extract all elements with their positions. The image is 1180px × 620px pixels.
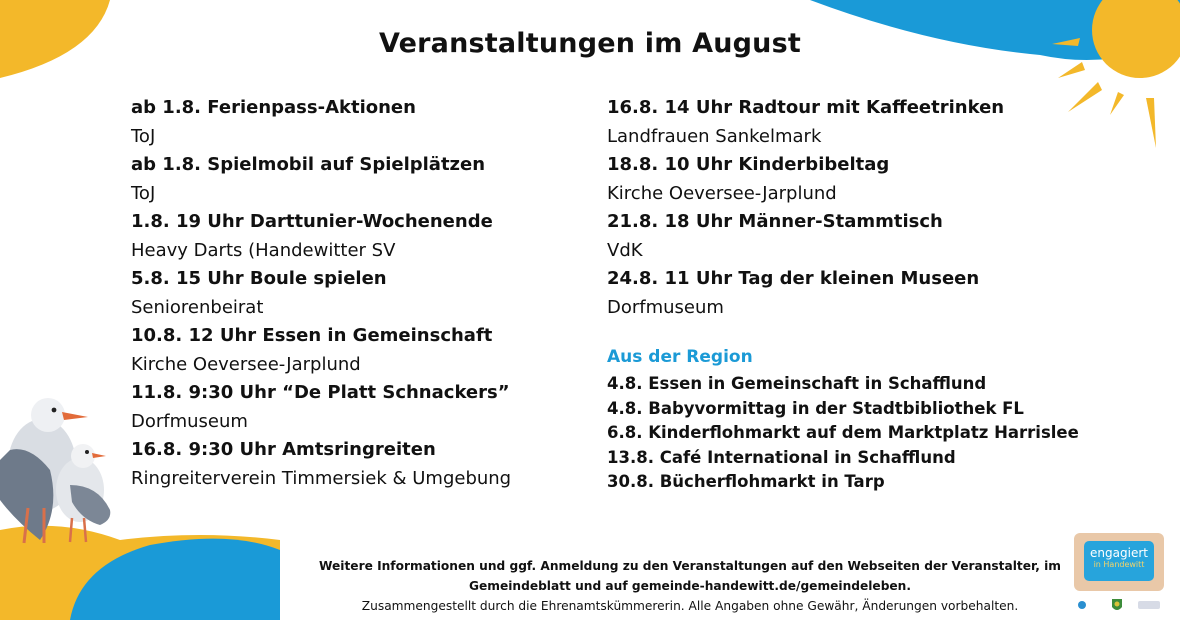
event-organizer: Ringreiterverein Timmersiek & Umgebung xyxy=(131,467,512,489)
footer-info-line: Gemeindeblatt und auf gemeinde-handewitt.de/gemeindeleben. xyxy=(469,579,911,593)
event-item xyxy=(131,208,511,265)
event-title: ab 1.8. Ferienpass-Aktionen xyxy=(131,97,416,118)
footer-disclaimer: Zusammengestellt durch die Ehrenamtskümmererin. Alle Angaben ohne Gewähr, Änderungen vorbehalten. xyxy=(361,599,1019,613)
event-item xyxy=(131,379,511,436)
event-title: 1.8. 19 Uhr Darttunier-Wochenende xyxy=(131,211,493,232)
footer-info-line: Weitere Informationen und ggf. Anmeldung zu den Veranstaltungen auf den Webseiten der Veranstalter, im xyxy=(319,559,1061,573)
event-organizer: Kirche Oeversee-Jarplund xyxy=(131,353,361,375)
region-item: 13.8. Café International in Schafflund xyxy=(607,447,956,467)
event-item xyxy=(607,208,1004,265)
events-right-column xyxy=(607,94,1004,322)
event-item xyxy=(131,436,511,493)
event-item xyxy=(607,94,1004,151)
event-item xyxy=(607,151,1004,208)
event-organizer: VdK xyxy=(607,239,643,261)
event-title: 16.8. 14 Uhr Radtour mit Kaffeetrinken xyxy=(607,97,1005,118)
event-title: 18.8. 10 Uhr Kinderbibeltag xyxy=(607,154,890,175)
event-organizer: ToJ xyxy=(131,125,156,147)
event-title: 21.8. 18 Uhr Männer-Stammtisch xyxy=(607,211,943,232)
footer-note xyxy=(300,556,1080,616)
event-item xyxy=(131,94,511,151)
region-item: 4.8. Essen in Gemeinschaft in Schafflund xyxy=(607,374,987,393)
event-organizer: ToJ xyxy=(131,182,156,204)
logo-subtext: in Handewitt xyxy=(1093,560,1145,569)
event-title: 10.8. 12 Uhr Essen in Gemeinschaft xyxy=(131,325,493,346)
region-heading: Aus der Region xyxy=(607,347,753,367)
event-title: 5.8. 15 Uhr Boule spielen xyxy=(131,268,387,289)
event-item xyxy=(131,322,511,379)
event-organizer: Landfrauen Sankelmark xyxy=(607,125,822,147)
event-title: 24.8. 11 Uhr Tag der kleinen Museen xyxy=(607,268,980,289)
event-item xyxy=(131,151,511,208)
region-list xyxy=(607,372,1079,495)
event-item xyxy=(607,265,1004,322)
event-organizer: Seniorenbeirat xyxy=(131,296,264,318)
region-item: 4.8. Babyvormittag in der Stadtbibliothek FL xyxy=(607,398,1024,418)
event-organizer: Dorfmuseum xyxy=(607,296,724,318)
event-organizer: Dorfmuseum xyxy=(131,410,248,432)
logo-text: engagiert xyxy=(1090,546,1148,560)
events-left-column xyxy=(131,94,511,493)
engagiert-logo xyxy=(1074,533,1164,591)
region-item: 30.8. Bücherflohmarkt in Tarp xyxy=(607,472,885,492)
region-item: 6.8. Kinderflohmarkt auf dem Marktplatz Harrislee xyxy=(607,423,1079,443)
event-title: ab 1.8. Spielmobil auf Spielplätzen xyxy=(131,154,486,175)
event-title: 11.8. 9:30 Uhr “De Platt Schnackers” xyxy=(131,382,510,403)
partner-logos xyxy=(1074,596,1164,614)
page-title: Veranstaltungen im August xyxy=(379,28,801,59)
event-title: 16.8. 9:30 Uhr Amtsringreiten xyxy=(131,439,436,460)
event-organizer: Heavy Darts (Handewitter SV xyxy=(131,239,396,261)
event-item xyxy=(131,265,511,322)
event-organizer: Kirche Oeversee-Jarplund xyxy=(607,182,837,204)
